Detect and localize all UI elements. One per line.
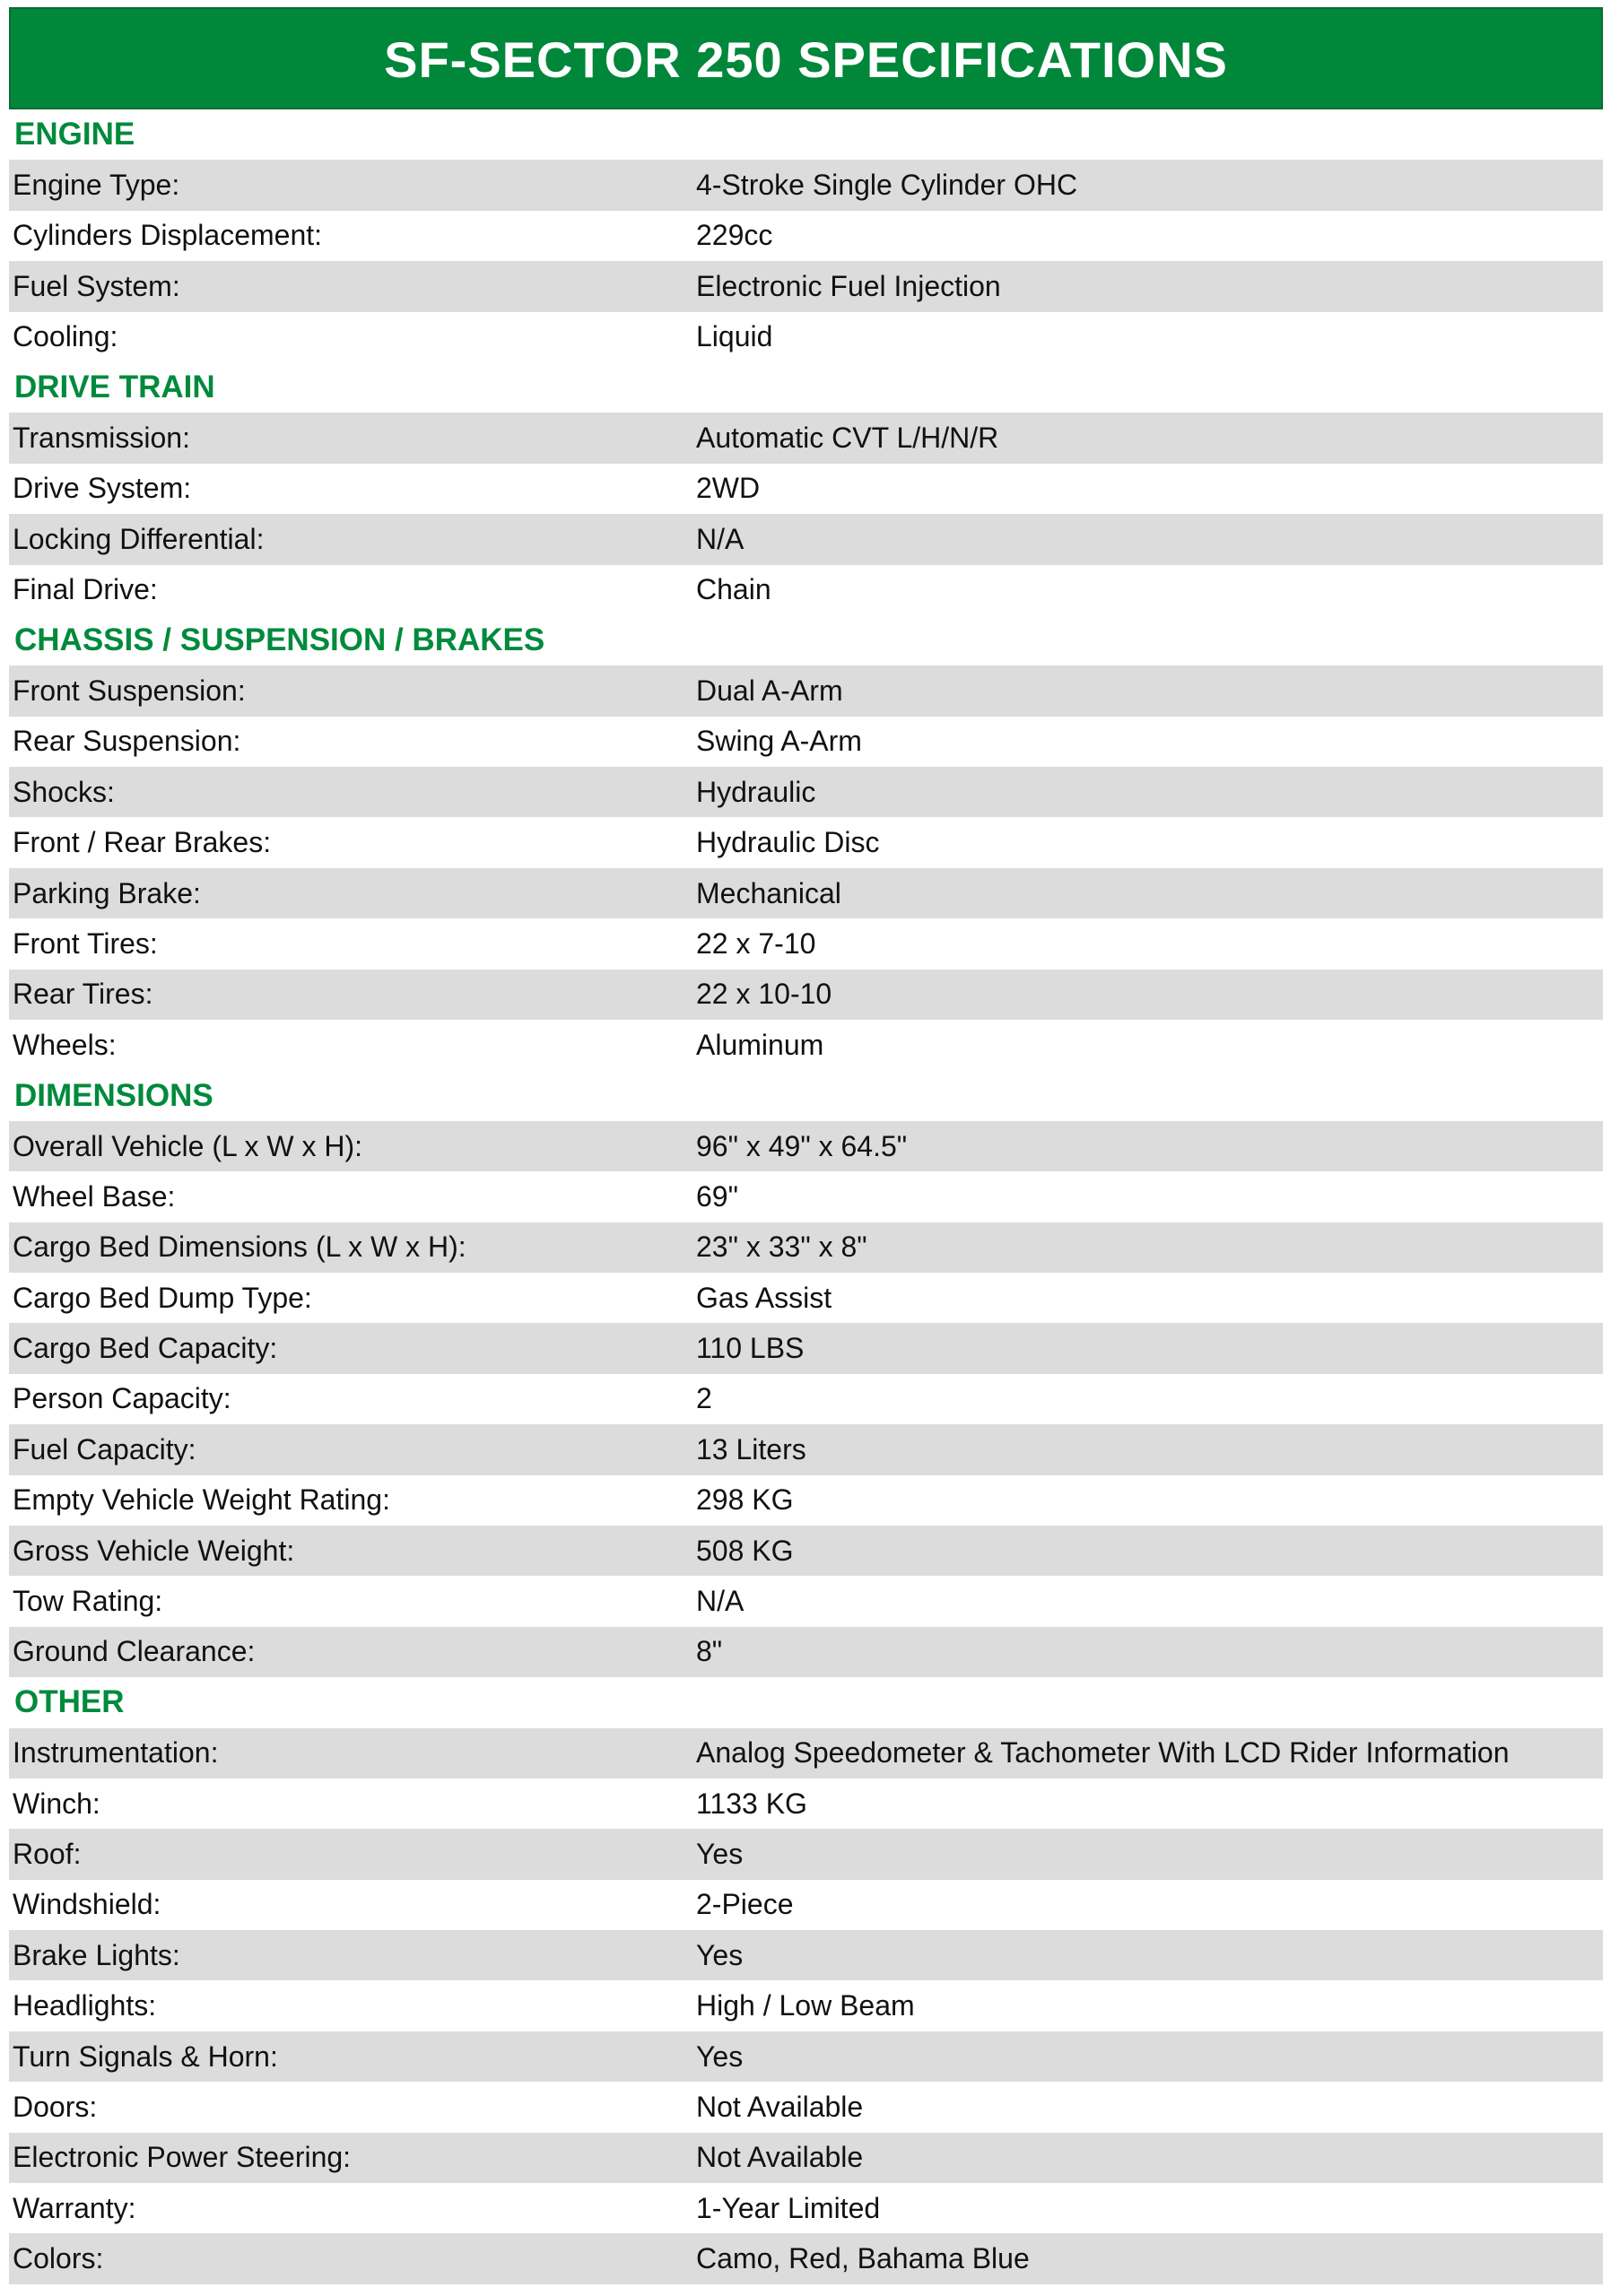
spec-value: Liquid [696, 320, 773, 353]
spec-label: Warranty: [13, 2191, 136, 2224]
spec-row [9, 312, 1603, 362]
spec-row [9, 1526, 1603, 1576]
spec-label: Locking Differential: [13, 522, 265, 555]
spec-value: Swing A-Arm [696, 725, 862, 758]
spec-row [9, 565, 1603, 615]
spec-value: Analog Speedometer & Tachometer With LCD Rider Information [696, 1736, 1510, 1770]
spec-label: Cylinders Displacement: [13, 219, 323, 252]
spec-row [9, 1475, 1603, 1526]
spec-label: Doors: [13, 2090, 98, 2123]
spec-row [9, 1728, 1603, 1779]
spec-value: 4-Stroke Single Cylinder OHC [696, 169, 1078, 202]
spec-value: Gas Assist [696, 1281, 832, 1314]
spec-value: 110 LBS [696, 1332, 805, 1365]
spec-label: Front Suspension: [13, 674, 246, 707]
spec-row [9, 2133, 1603, 2183]
spec-label: Shocks: [13, 775, 115, 808]
spec-label: Tow Rating: [13, 1585, 163, 1618]
spec-value: N/A [696, 522, 745, 555]
spec-label: Colors: [13, 2242, 104, 2275]
spec-value: 1-Year Limited [696, 2191, 881, 2224]
spec-label: Front / Rear Brakes: [13, 826, 272, 859]
spec-row [9, 1829, 1603, 1879]
spec-row [9, 1273, 1603, 1323]
spec-row [9, 970, 1603, 1020]
spec-row [9, 665, 1603, 716]
section-heading: DRIVE TRAIN [14, 370, 215, 405]
spec-value: Hydraulic Disc [696, 826, 880, 859]
spec-value: Yes [696, 1938, 744, 1971]
spec-value: Automatic CVT L/H/N/R [696, 422, 999, 455]
spec-row [9, 1424, 1603, 1474]
spec-row [9, 717, 1603, 767]
spec-row [9, 868, 1603, 918]
spec-label: Drive System: [13, 472, 192, 505]
section-heading: DIMENSIONS [14, 1077, 213, 1113]
spec-row [9, 1121, 1603, 1171]
spec-row [9, 1576, 1603, 1626]
spec-row [9, 1171, 1603, 1222]
spec-value: Mechanical [696, 876, 841, 909]
spec-label: Instrumentation: [13, 1736, 219, 1770]
spec-value: 2-Piece [696, 1888, 794, 1921]
spec-row [9, 514, 1603, 564]
spec-row [9, 261, 1603, 311]
spec-value: 8" [696, 1635, 723, 1668]
spec-value: Hydraulic [696, 775, 816, 808]
spec-value: 22 x 7-10 [696, 926, 816, 960]
spec-row [9, 413, 1603, 463]
spec-sheet [9, 7, 1603, 2284]
spec-label: Windshield: [13, 1888, 161, 1921]
spec-label: Cargo Bed Dimensions (L x W x H): [13, 1231, 466, 1264]
spec-value: Aluminum [696, 1028, 824, 1061]
spec-label: Front Tires: [13, 926, 158, 960]
spec-label: Rear Tires: [13, 978, 153, 1011]
spec-label: Cargo Bed Dump Type: [13, 1281, 312, 1314]
spec-value: Dual A-Arm [696, 674, 843, 707]
spec-value: Electronic Fuel Injection [696, 269, 1001, 302]
spec-row [9, 767, 1603, 817]
spec-label: Final Drive: [13, 573, 158, 606]
spec-row [9, 1374, 1603, 1424]
spec-label: Brake Lights: [13, 1938, 180, 1971]
spec-label: Fuel Capacity: [13, 1432, 196, 1465]
spec-row [9, 1020, 1603, 1070]
spec-value: 13 Liters [696, 1432, 806, 1465]
spec-row [9, 464, 1603, 514]
spec-value: Chain [696, 573, 771, 606]
spec-value: 22 x 10-10 [696, 978, 832, 1011]
spec-value: High / Low Beam [696, 1989, 915, 2022]
spec-row [9, 1323, 1603, 1373]
spec-value: Not Available [696, 2090, 864, 2123]
spec-label: Transmission: [13, 422, 190, 455]
spec-label: Engine Type: [13, 169, 180, 202]
spec-label: Cooling: [13, 320, 118, 353]
spec-value: 96" x 49" x 64.5" [696, 1129, 908, 1162]
section-heading: CHASSIS / SUSPENSION / BRAKES [14, 622, 545, 658]
spec-label: Cargo Bed Capacity: [13, 1332, 278, 1365]
spec-value: 2 [696, 1382, 712, 1415]
spec-label: Fuel System: [13, 269, 180, 302]
spec-row [9, 1930, 1603, 1980]
spec-row [9, 918, 1603, 969]
spec-row [9, 2183, 1603, 2233]
spec-label: Empty Vehicle Weight Rating: [13, 1483, 390, 1517]
spec-label: Wheels: [13, 1028, 117, 1061]
spec-label: Headlights: [13, 1989, 157, 2022]
spec-row [9, 1222, 1603, 1273]
section-heading: OTHER [14, 1684, 125, 1720]
spec-row [9, 2233, 1603, 2283]
spec-row [9, 1627, 1603, 1677]
spec-value: 23" x 33" x 8" [696, 1231, 867, 1264]
spec-label: Winch: [13, 1787, 100, 1820]
spec-row [9, 817, 1603, 867]
spec-label: Rear Suspension: [13, 725, 241, 758]
spec-value: N/A [696, 1585, 745, 1618]
spec-label: Ground Clearance: [13, 1635, 256, 1668]
spec-value: 69" [696, 1179, 738, 1213]
spec-value: Camo, Red, Bahama Blue [696, 2242, 1030, 2275]
spec-label: Wheel Base: [13, 1179, 176, 1213]
spec-row [9, 2082, 1603, 2132]
spec-row [9, 160, 1603, 210]
spec-value: Not Available [696, 2141, 864, 2174]
spec-value: Yes [696, 1837, 744, 1870]
spec-value: 298 KG [696, 1483, 794, 1517]
section-heading: ENGINE [14, 117, 135, 152]
spec-row [9, 211, 1603, 261]
spec-value: 508 KG [696, 1534, 794, 1567]
spec-label: Turn Signals & Horn: [13, 2039, 278, 2073]
spec-row [9, 1880, 1603, 1930]
spec-value: 2WD [696, 472, 761, 505]
spec-label: Electronic Power Steering: [13, 2141, 352, 2174]
spec-label: Parking Brake: [13, 876, 201, 909]
spec-table [9, 109, 1603, 2284]
spec-label: Gross Vehicle Weight: [13, 1534, 295, 1567]
spec-row [9, 1980, 1603, 2031]
spec-label: Overall Vehicle (L x W x H): [13, 1129, 363, 1162]
page-title: SF-SECTOR 250 SPECIFICATIONS [9, 7, 1603, 109]
spec-value: 1133 KG [696, 1787, 807, 1820]
spec-value: 229cc [696, 219, 773, 252]
spec-row [9, 2031, 1603, 2082]
spec-label: Roof: [13, 1837, 82, 1870]
spec-row [9, 1779, 1603, 1829]
spec-label: Person Capacity: [13, 1382, 231, 1415]
spec-value: Yes [696, 2039, 744, 2073]
